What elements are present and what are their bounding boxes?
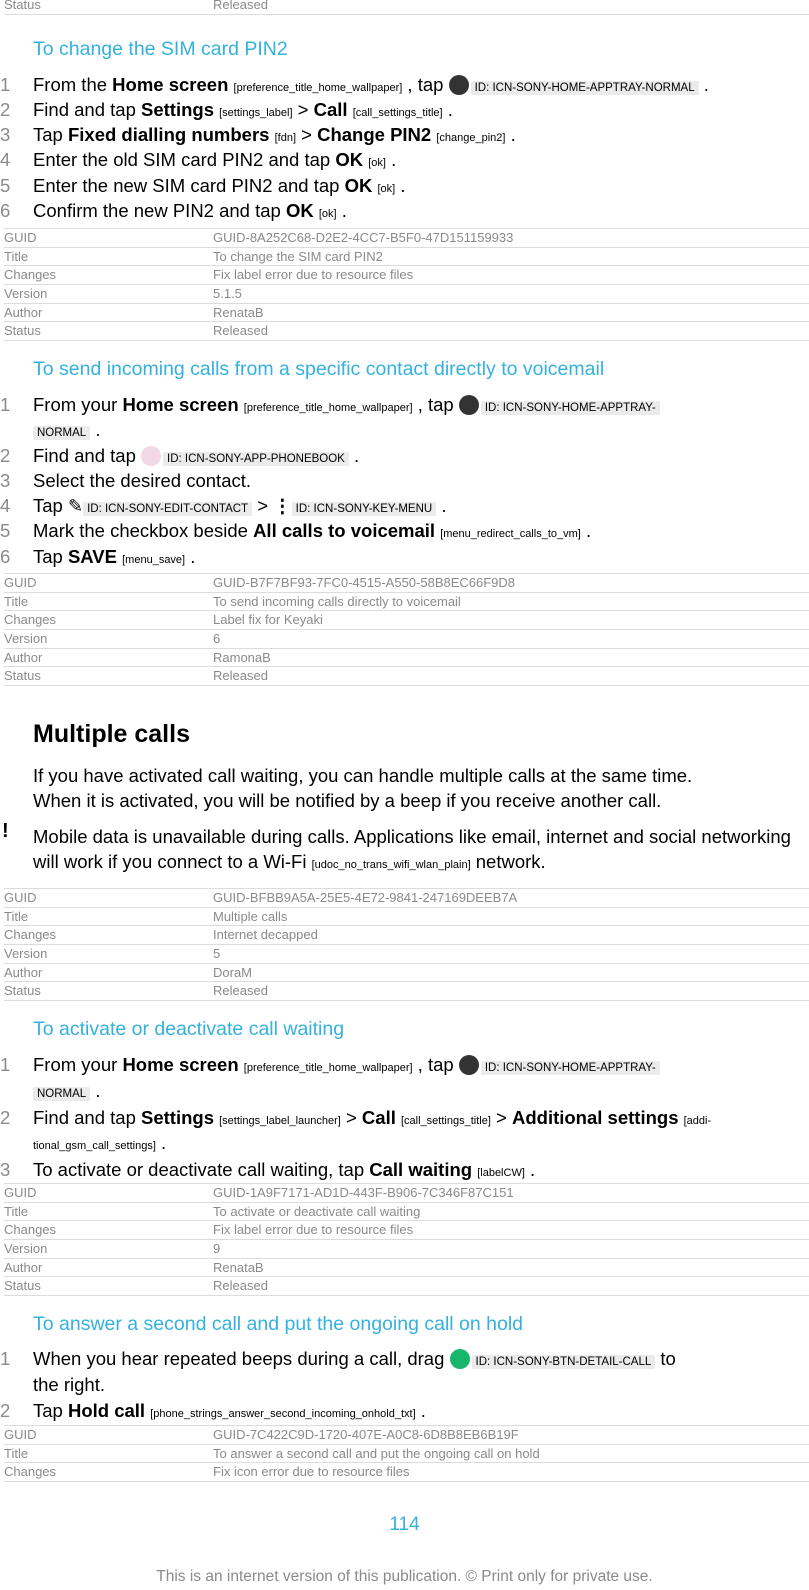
meta-table: GUID GUID-1A9F7171-AD1D-443F-B906-7C346F87C151 Title To activate or deactivate call waiting Changes Fix label error due to resource files Version 9 Author RenataB Status Released — [4, 1183, 809, 1296]
note-text: Mobile data is unavailable during calls. Applications like email, internet and social networking — [33, 826, 791, 847]
ui-label-home-screen: Home screen — [112, 74, 229, 95]
meta-table: GUID GUID-BFBB9A5A-25E5-4E72-9841-247169DEEB7A Title Multiple calls Changes Internet decapped Version 5 Author DoraM Status Released — [4, 888, 809, 1001]
step-continuation: tional_gsm_call_settings] . — [33, 1132, 167, 1153]
page-number: 114 — [389, 1514, 420, 1535]
step-continuation: NORMAL . — [33, 417, 100, 446]
meta-table: GUID GUID-B7F7BF93-7FC0-4515-A550-58B8EC66F9D8 Title To send incoming calls directly to voicemail Changes Label fix for Keyaki Version 6 Author RamonaB Status Released — [4, 573, 809, 686]
section-heading-change-pin2: To change the SIM card PIN2 — [33, 38, 288, 60]
meta-value: Released — [213, 0, 268, 12]
footer-notice: This is an internet version of this publication. © Print only for private use. — [156, 1568, 653, 1585]
section-heading-hold-call: To answer a second call and put the ongoing call on hold — [33, 1313, 524, 1335]
menu-dots-icon: ⋮ — [273, 495, 292, 516]
section-heading-voicemail: To send incoming calls from a specific contact directly to voicemail — [33, 358, 605, 380]
step-continuation: the right. — [33, 1374, 105, 1395]
note-text: will work if you connect to a Wi-Fi [udoc_no_trans_wifi_wlan_plain] network. — [33, 851, 546, 872]
paragraph: When it is activated, you will be notified by a beep if you receive another call. — [33, 790, 662, 811]
apptray-icon — [459, 395, 479, 415]
meta-key: Status — [4, 0, 41, 12]
apptray-icon — [459, 1055, 479, 1075]
meta-table: GUID GUID-8A252C68-D2E2-4CC7-B5F0-47D151159933 Title To change the SIM card PIN2 Changes Fix label error due to resource files Version 5.1.5 Author RenataB Status Released — [4, 228, 809, 341]
step-continuation: NORMAL . — [33, 1078, 100, 1107]
meta-table: GUID GUID-7C422C9D-1720-407E-A0C8-6D8B8EB6B19F Title To answer a second call and put the ongoing call on hold Changes Fix icon error due to resource files — [4, 1425, 809, 1482]
edit-pencil-icon: ✎ — [67, 496, 84, 516]
icon-id-tag: ID: ICN-SONY-HOME-APPTRAY-NORMAL — [471, 81, 699, 95]
step-number: 1 — [0, 74, 11, 95]
section-heading-call-waiting: To activate or deactivate call waiting — [33, 1018, 345, 1040]
apptray-icon — [449, 75, 469, 95]
phonebook-icon — [141, 446, 161, 466]
call-button-icon — [450, 1349, 470, 1369]
paragraph: If you have activated call waiting, you can handle multiple calls at the same time. — [33, 765, 693, 786]
section-title-multiple-calls: Multiple calls — [33, 720, 190, 748]
warning-icon: ! — [2, 820, 9, 842]
meta-table-top — [4, 0, 809, 15]
